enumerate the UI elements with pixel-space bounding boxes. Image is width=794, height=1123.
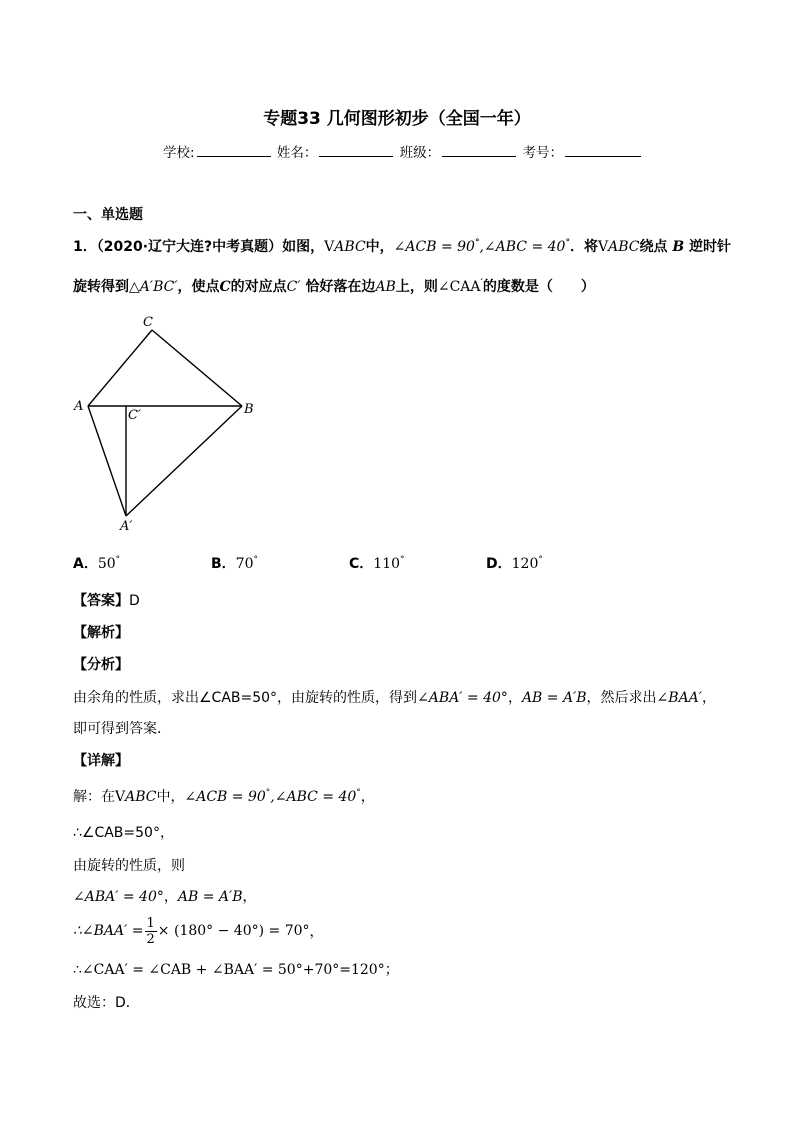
segment-ac (88, 330, 152, 406)
detail-line-6: ∴∠CAA′ = ∠CAB + ∠BAA′ = 50°+70°=120°； (73, 962, 399, 978)
question-line-2: 旋转得到△A′BC′，使点C的对应点C′ 恰好落在边AB上，则∠CAA′的度数是（ ） (73, 278, 595, 295)
answer-value: D (129, 593, 140, 609)
option-c[interactable]: C．110° (349, 555, 405, 572)
fenxi-line-2: 即可得到答案． (73, 721, 171, 737)
question-source: （2020·辽宁大连?中考真题） (96, 239, 283, 255)
detail-line-1: 解：在VABC中，∠ACB = 90°,∠ABC = 40°， (73, 788, 375, 805)
exam-no-label: 考号： (522, 145, 563, 161)
fenxi-line-1: 由余角的性质，求出∠CAB=50°，由旋转的性质，得到∠ABA′ = 40°，AB = A′B，然后求出∠BAA′， (73, 690, 716, 706)
segment-aa-prime (88, 406, 126, 516)
option-a[interactable]: A．50° (73, 555, 121, 572)
fraction-one-half: $\frac{1}{2}$ (146, 915, 155, 947)
geometry-figure (70, 310, 270, 540)
detail-line-4: ∠ABA′ = 40°，AB = A′B， (73, 889, 257, 905)
answer-label: 【答案】 (73, 593, 129, 609)
exam-no-blank[interactable] (565, 143, 641, 157)
detail-line-5: ∴∠BAA′ = $\frac{1}{2}$ × (180° − 40°) = 70° ， (73, 915, 324, 947)
class-label: 班级： (399, 145, 441, 161)
student-info-line (163, 141, 643, 161)
segment-a-prime-b (126, 406, 242, 516)
section-heading: 一、单选题 (73, 207, 143, 223)
answer-line (73, 590, 140, 610)
option-b[interactable]: B．70° (211, 555, 258, 572)
segment-cb (152, 330, 242, 406)
label-c: C (143, 315, 153, 330)
detail-line-7: 故选：D． (73, 995, 140, 1011)
page-title: 专题33 几何图形初步（全国一年） (263, 109, 531, 129)
nabla-symbol: V (324, 239, 335, 255)
label-b: B (244, 402, 254, 417)
name-blank[interactable] (319, 143, 393, 157)
label-a: A (74, 399, 84, 414)
detail-line-2: ∴∠CAB=50°， (73, 825, 174, 841)
class-blank[interactable] (442, 143, 516, 157)
question-number: 1． (73, 239, 97, 255)
fenxi-label: 【分析】 (73, 657, 129, 673)
detail-line-3: 由旋转的性质，则 (73, 858, 185, 874)
label-c-prime: C′ (128, 408, 141, 423)
label-a-prime: A′ (120, 519, 133, 534)
school-label: 学校: (163, 145, 195, 161)
detail-label: 【详解】 (73, 753, 129, 769)
school-blank[interactable] (197, 143, 271, 157)
question-line-1: 1．（2020·辽宁大连?中考真题）如图，VABC中，∠ACB = 90°,∠ABC = 40°．将VABC绕点 B 逆时针 (73, 238, 732, 255)
name-label: 姓名： (276, 145, 318, 161)
option-d[interactable]: D．120° (486, 555, 543, 572)
analysis-label: 【解析】 (73, 625, 129, 641)
